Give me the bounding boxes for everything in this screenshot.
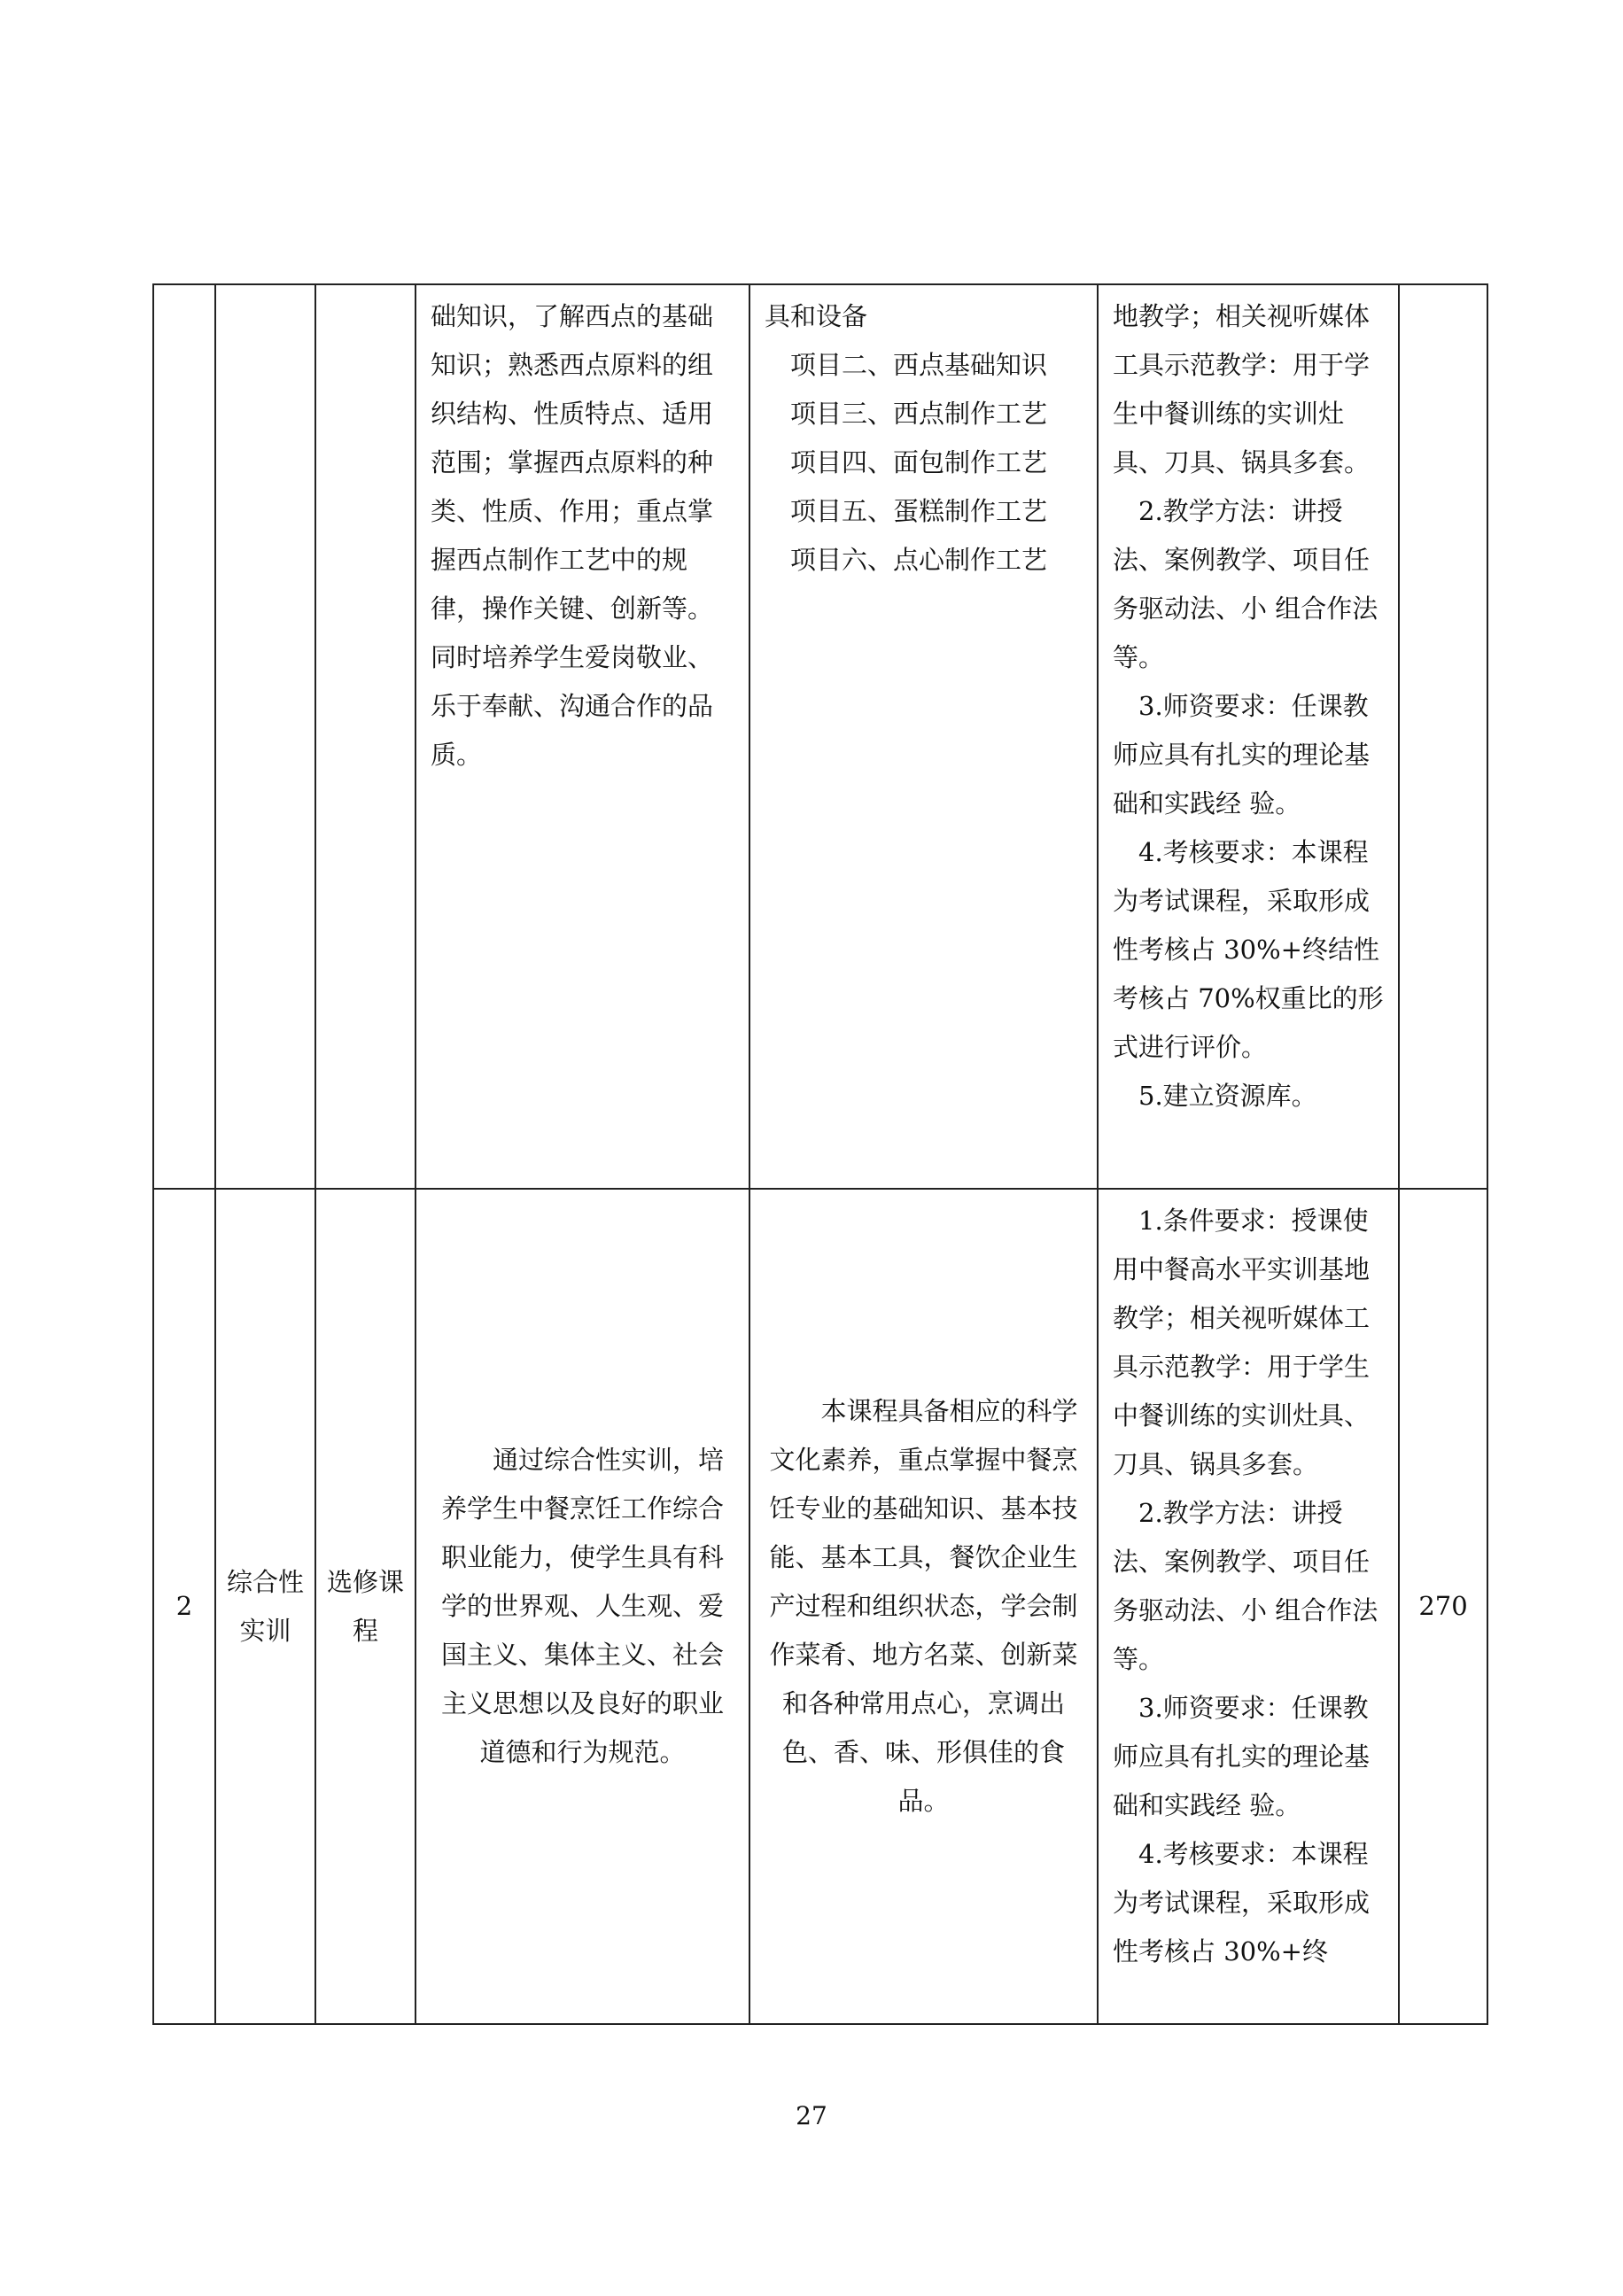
number-cell: 2 xyxy=(153,1189,215,2024)
objectives-text: 通过综合性实训，培养学生中餐烹饪工作综合职业能力，使学生具有科学的世界观、人生观、爱国主义、集体主义、社会主义思想以及良好的职业道德和行为规范。 xyxy=(440,1445,724,1767)
page-number: 27 xyxy=(796,2101,827,2130)
requirement-item: 2.教学方法：讲授法、案例教学、项目任务驱动法、小 组合作法等。 xyxy=(1113,496,1378,672)
content-line: 项目五、蛋糕制作工艺 xyxy=(790,496,1048,526)
content-line: 具和设备 xyxy=(765,301,868,331)
objectives-text: 础知识，了解西点的基础知识；熟悉西点原料的组织结构、性质特点、适用范围；掌握西点原料的种类、性质、作用；重点掌握西点制作工艺中的规律，操作关键、创新等。同时培养学生爱岗敬业、乐于奉献、沟通合作的品质。 xyxy=(431,301,714,770)
content-line: 项目三、西点制作工艺 xyxy=(790,399,1048,429)
content-cell xyxy=(749,1189,1098,2024)
requirements-cell xyxy=(1098,284,1399,1189)
content-text: 本课程具备相应的科学文化素养，重点掌握中餐烹饪专业的基础知识、基本技能、基本工具，餐饮企业生产过程和组织状态，学会制作菜肴、地方名菜、创新菜和各种常用点心，烹调出色、香、味、形俱佳的食品。 xyxy=(769,1396,1078,1816)
course-type-cell: 选修课程 xyxy=(315,1189,415,2024)
course-name-cell xyxy=(215,284,315,1189)
requirement-item: 地教学；相关视听媒体工具示范教学：用于学生中餐训练的实训灶具、刀具、锅具多套。 xyxy=(1113,301,1371,477)
hours-cell xyxy=(1399,284,1487,1189)
content-line: 项目四、面包制作工艺 xyxy=(790,447,1048,477)
requirement-item: 2.教学方法：讲授法、案例教学、项目任务驱动法、小 组合作法等。 xyxy=(1113,1498,1378,1674)
requirements-cell xyxy=(1098,1189,1399,2024)
requirement-item: 3.师资要求：任课教师应具有扎实的理论基础和实践经 验。 xyxy=(1113,1693,1371,1820)
requirement-item: 3.师资要求：任课教师应具有扎实的理论基础和实践经 验。 xyxy=(1113,691,1371,818)
hours-cell: 270 xyxy=(1399,1189,1487,2024)
requirement-item: 4.考核要求：本课程为考试课程，采取形成性考核占 30%+终结性考核占 70%权重比的形式进行评价。 xyxy=(1113,837,1384,1062)
objectives-cell xyxy=(415,284,749,1189)
number-cell xyxy=(153,284,215,1189)
content-cell xyxy=(749,284,1098,1189)
course-name-cell: 综合性实训 xyxy=(215,1189,315,2024)
requirement-item: 5.建立资源库。 xyxy=(1138,1081,1317,1111)
requirement-item: 4.考核要求：本课程为考试课程，采取形成性考核占 30%+终 xyxy=(1113,1839,1371,1966)
table-row xyxy=(153,284,1487,1189)
content-line: 项目二、西点基础知识 xyxy=(790,350,1048,380)
requirement-item: 1.条件要求：授课使用中餐高水平实训基地教学；相关视听媒体工具示范教学：用于学生中餐训练的实训灶具、刀具、锅具多套。 xyxy=(1113,1206,1371,1479)
course-type-cell xyxy=(315,284,415,1189)
curriculum-table xyxy=(152,283,1488,2025)
content-line: 项目六、点心制作工艺 xyxy=(790,545,1048,575)
table-row xyxy=(153,1189,1487,2024)
objectives-cell xyxy=(415,1189,749,2024)
